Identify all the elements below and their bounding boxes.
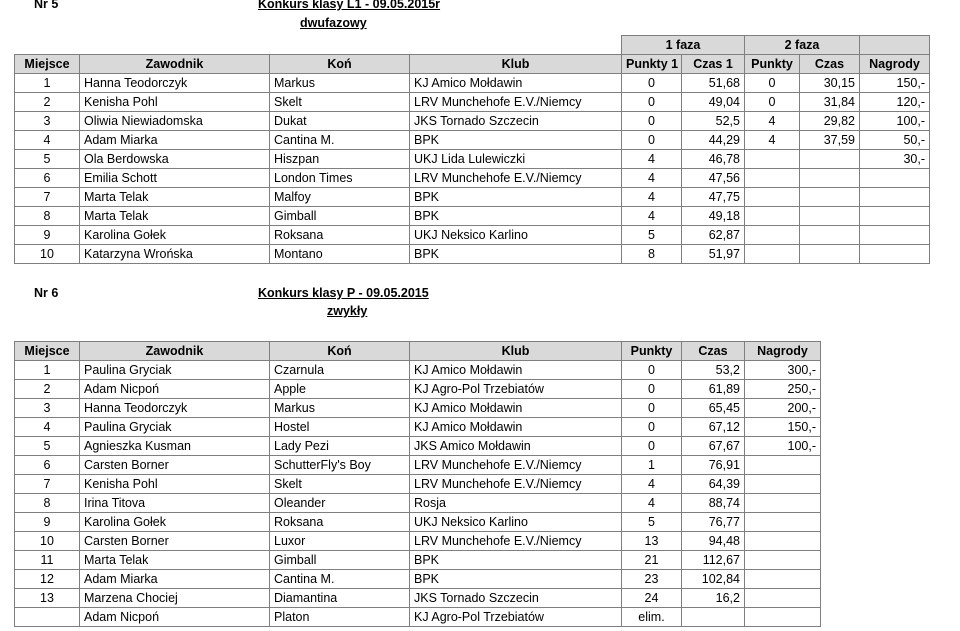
time-cell: 112,67 [682, 551, 745, 570]
table-row [15, 456, 821, 475]
table-row [15, 475, 821, 494]
place-cell: 5 [15, 437, 80, 456]
points1-cell: 4 [622, 150, 682, 169]
rider-cell: Emilia Schott [80, 169, 270, 188]
section1-number: Nr 5 [34, 0, 59, 11]
prize-cell [745, 456, 821, 475]
points2-cell [745, 245, 800, 264]
phase1-label: 1 faza [622, 36, 745, 55]
col-header: Punkty 1 [622, 55, 682, 74]
club-cell: BPK [410, 245, 622, 264]
points-cell: 0 [622, 399, 682, 418]
horse-cell: Markus [270, 399, 410, 418]
points-cell: 24 [622, 589, 682, 608]
table-row [15, 361, 821, 380]
place-cell: 3 [15, 399, 80, 418]
prize-cell [745, 494, 821, 513]
prize-cell [860, 226, 930, 245]
rider-cell: Hanna Teodorczyk [80, 399, 270, 418]
horse-cell: Skelt [270, 475, 410, 494]
table-row [15, 380, 821, 399]
time-cell: 94,48 [682, 532, 745, 551]
horse-cell: Dukat [270, 112, 410, 131]
points2-cell: 0 [745, 93, 800, 112]
place-cell [15, 608, 80, 627]
time2-cell [800, 188, 860, 207]
table-row [15, 551, 821, 570]
place-cell: 8 [15, 207, 80, 226]
club-cell: KJ Amico Mołdawin [410, 361, 622, 380]
place-cell: 7 [15, 475, 80, 494]
horse-cell: Platon [270, 608, 410, 627]
horse-cell: Montano [270, 245, 410, 264]
col-header: Nagrody [860, 55, 930, 74]
table-row [15, 169, 930, 188]
horse-cell: Lady Pezi [270, 437, 410, 456]
place-cell: 6 [15, 169, 80, 188]
points1-cell: 4 [622, 207, 682, 226]
results-table-l1 [14, 35, 930, 264]
rider-cell: Ola Berdowska [80, 150, 270, 169]
points-cell: 5 [622, 513, 682, 532]
prize-cell [860, 169, 930, 188]
time1-cell: 47,75 [682, 188, 745, 207]
points1-cell: 8 [622, 245, 682, 264]
rider-cell: Adam Miarka [80, 570, 270, 589]
col-header: Koń [270, 55, 410, 74]
table-row [15, 207, 930, 226]
club-cell: UKJ Neksico Karlino [410, 226, 622, 245]
rider-cell: Kenisha Pohl [80, 93, 270, 112]
col-header: Czas 1 [682, 55, 745, 74]
club-cell: KJ Amico Mołdawin [410, 418, 622, 437]
table-row [15, 131, 930, 150]
rider-cell: Karolina Gołek [80, 226, 270, 245]
points2-cell: 4 [745, 112, 800, 131]
col-header: Punkty [745, 55, 800, 74]
horse-cell: Oleander [270, 494, 410, 513]
table-header-row [15, 55, 930, 74]
place-cell: 11 [15, 551, 80, 570]
place-cell: 10 [15, 532, 80, 551]
time2-cell [800, 245, 860, 264]
horse-cell: Apple [270, 380, 410, 399]
horse-cell: Cantina M. [270, 131, 410, 150]
points2-cell: 4 [745, 131, 800, 150]
col-header: Miejsce [15, 342, 80, 361]
points-cell: 23 [622, 570, 682, 589]
prize-cell [860, 207, 930, 226]
points-cell: 4 [622, 475, 682, 494]
club-cell: UKJ Neksico Karlino [410, 513, 622, 532]
place-cell: 6 [15, 456, 80, 475]
club-cell: JKS Amico Mołdawin [410, 437, 622, 456]
rider-cell: Marzena Chociej [80, 589, 270, 608]
col-header: Nagrody [745, 342, 821, 361]
phase2-label: 2 faza [745, 36, 860, 55]
points-cell: elim. [622, 608, 682, 627]
points2-cell: 0 [745, 74, 800, 93]
prize-cell: 120,- [860, 93, 930, 112]
horse-cell: Roksana [270, 513, 410, 532]
time2-cell: 30,15 [800, 74, 860, 93]
time1-cell: 49,04 [682, 93, 745, 112]
time-cell: 16,2 [682, 589, 745, 608]
section2-subtitle: zwykły [327, 304, 368, 318]
club-cell: BPK [410, 207, 622, 226]
horse-cell: Cantina M. [270, 570, 410, 589]
club-cell: JKS Tornado Szczecin [410, 589, 622, 608]
points-cell: 0 [622, 361, 682, 380]
place-cell: 13 [15, 589, 80, 608]
prize-cell: 150,- [745, 418, 821, 437]
rider-cell: Oliwia Niewiadomska [80, 112, 270, 131]
time1-cell: 52,5 [682, 112, 745, 131]
time1-cell: 44,29 [682, 131, 745, 150]
time-cell: 65,45 [682, 399, 745, 418]
time1-cell: 51,97 [682, 245, 745, 264]
horse-cell: Czarnula [270, 361, 410, 380]
club-cell: JKS Tornado Szczecin [410, 112, 622, 131]
time1-cell: 47,56 [682, 169, 745, 188]
table-row [15, 589, 821, 608]
col-header: Czas [800, 55, 860, 74]
club-cell: UKJ Lida Lulewiczki [410, 150, 622, 169]
table-row [15, 150, 930, 169]
points-cell: 1 [622, 456, 682, 475]
horse-cell: Markus [270, 74, 410, 93]
horse-cell: Skelt [270, 93, 410, 112]
prize-cell: 300,- [745, 361, 821, 380]
points-cell: 0 [622, 418, 682, 437]
points1-cell: 4 [622, 169, 682, 188]
col-header: Klub [410, 342, 622, 361]
points1-cell: 0 [622, 131, 682, 150]
time2-cell: 31,84 [800, 93, 860, 112]
horse-cell: Diamantina [270, 589, 410, 608]
section1-title: Konkurs klasy L1 - 09.05.2015r [258, 0, 441, 11]
time-cell: 88,74 [682, 494, 745, 513]
club-cell: LRV Munchehofe E.V./Niemcy [410, 475, 622, 494]
horse-cell: Gimball [270, 207, 410, 226]
table-header-row [15, 342, 821, 361]
table-row [15, 93, 930, 112]
points1-cell: 4 [622, 188, 682, 207]
time-cell: 102,84 [682, 570, 745, 589]
horse-cell: Hostel [270, 418, 410, 437]
table-row [15, 74, 930, 93]
time2-cell [800, 226, 860, 245]
points-cell: 13 [622, 532, 682, 551]
points-cell: 0 [622, 437, 682, 456]
place-cell: 3 [15, 112, 80, 131]
time-cell: 67,67 [682, 437, 745, 456]
horse-cell: Malfoy [270, 188, 410, 207]
place-cell: 4 [15, 131, 80, 150]
place-cell: 2 [15, 93, 80, 112]
table-row [15, 437, 821, 456]
place-cell: 1 [15, 361, 80, 380]
place-cell: 1 [15, 74, 80, 93]
club-cell: BPK [410, 570, 622, 589]
section1-subtitle: dwufazowy [300, 16, 367, 30]
prize-cell: 200,- [745, 399, 821, 418]
points1-cell: 0 [622, 112, 682, 131]
rider-cell: Hanna Teodorczyk [80, 74, 270, 93]
club-cell: KJ Agro-Pol Trzebiatów [410, 608, 622, 627]
table-row [15, 570, 821, 589]
table-row [15, 112, 930, 131]
rider-cell: Irina Titova [80, 494, 270, 513]
table-row [15, 418, 821, 437]
col-header: Czas [682, 342, 745, 361]
rider-cell: Paulina Gryciak [80, 361, 270, 380]
horse-cell: London Times [270, 169, 410, 188]
club-cell: LRV Munchehofe E.V./Niemcy [410, 532, 622, 551]
points1-cell: 0 [622, 93, 682, 112]
club-cell: BPK [410, 131, 622, 150]
rider-cell: Marta Telak [80, 188, 270, 207]
table-row [15, 399, 821, 418]
table-row [15, 513, 821, 532]
col-header: Punkty [622, 342, 682, 361]
horse-cell: Hiszpan [270, 150, 410, 169]
horse-cell: Luxor [270, 532, 410, 551]
place-cell: 12 [15, 570, 80, 589]
place-cell: 9 [15, 513, 80, 532]
prize-cell: 50,- [860, 131, 930, 150]
prize-cell: 100,- [745, 437, 821, 456]
horse-cell: Roksana [270, 226, 410, 245]
rider-cell: Marta Telak [80, 551, 270, 570]
club-cell: KJ Agro-Pol Trzebiatów [410, 380, 622, 399]
table-row [15, 245, 930, 264]
prize-cell: 100,- [860, 112, 930, 131]
place-cell: 9 [15, 226, 80, 245]
points-cell: 21 [622, 551, 682, 570]
club-cell: LRV Munchehofe E.V./Niemcy [410, 93, 622, 112]
place-cell: 10 [15, 245, 80, 264]
rider-cell: Paulina Gryciak [80, 418, 270, 437]
rider-cell: Carsten Borner [80, 532, 270, 551]
rider-cell: Adam Nicpoń [80, 380, 270, 399]
rider-cell: Adam Nicpoń [80, 608, 270, 627]
points-cell: 0 [622, 380, 682, 399]
time-cell [682, 608, 745, 627]
points-cell: 4 [622, 494, 682, 513]
prize-cell: 30,- [860, 150, 930, 169]
time-cell: 76,91 [682, 456, 745, 475]
rider-cell: Karolina Gołek [80, 513, 270, 532]
place-cell: 7 [15, 188, 80, 207]
prize-cell [745, 551, 821, 570]
table-row [15, 608, 821, 627]
horse-cell: Gimball [270, 551, 410, 570]
rider-cell: Agnieszka Kusman [80, 437, 270, 456]
points1-cell: 0 [622, 74, 682, 93]
time-cell: 76,77 [682, 513, 745, 532]
rider-cell: Marta Telak [80, 207, 270, 226]
col-header: Klub [410, 55, 622, 74]
time2-cell: 37,59 [800, 131, 860, 150]
points2-cell [745, 169, 800, 188]
time2-cell [800, 207, 860, 226]
table-row [15, 226, 930, 245]
points2-cell [745, 150, 800, 169]
time1-cell: 51,68 [682, 74, 745, 93]
club-cell: LRV Munchehofe E.V./Niemcy [410, 169, 622, 188]
club-cell: LRV Munchehofe E.V./Niemcy [410, 456, 622, 475]
club-cell: Rosja [410, 494, 622, 513]
col-header: Koń [270, 342, 410, 361]
prize-cell [745, 532, 821, 551]
prize-cell [745, 608, 821, 627]
table-row [15, 532, 821, 551]
prize-cell [745, 589, 821, 608]
prize-cell: 250,- [745, 380, 821, 399]
time2-cell [800, 150, 860, 169]
time-cell: 53,2 [682, 361, 745, 380]
section2-title: Konkurs klasy P - 09.05.2015 [258, 286, 429, 300]
time-cell: 61,89 [682, 380, 745, 399]
place-cell: 4 [15, 418, 80, 437]
section2-number: Nr 6 [34, 286, 59, 300]
points1-cell: 5 [622, 226, 682, 245]
prize-cell [745, 513, 821, 532]
points2-cell [745, 226, 800, 245]
points2-cell [745, 188, 800, 207]
points2-cell [745, 207, 800, 226]
time2-cell: 29,82 [800, 112, 860, 131]
time-cell: 67,12 [682, 418, 745, 437]
club-cell: BPK [410, 188, 622, 207]
table-row [15, 188, 930, 207]
col-header: Miejsce [15, 55, 80, 74]
col-header: Zawodnik [80, 55, 270, 74]
prize-cell [745, 475, 821, 494]
place-cell: 8 [15, 494, 80, 513]
time1-cell: 46,78 [682, 150, 745, 169]
club-cell: KJ Amico Mołdawin [410, 399, 622, 418]
results-table-p [14, 341, 821, 627]
time-cell: 64,39 [682, 475, 745, 494]
place-cell: 2 [15, 380, 80, 399]
prize-cell [860, 188, 930, 207]
club-cell: KJ Amico Mołdawin [410, 74, 622, 93]
time1-cell: 49,18 [682, 207, 745, 226]
time2-cell [800, 169, 860, 188]
rider-cell: Katarzyna Wrońska [80, 245, 270, 264]
col-header: Zawodnik [80, 342, 270, 361]
rider-cell: Kenisha Pohl [80, 475, 270, 494]
club-cell: BPK [410, 551, 622, 570]
prize-cell: 150,- [860, 74, 930, 93]
horse-cell: SchutterFly's Boy [270, 456, 410, 475]
place-cell: 5 [15, 150, 80, 169]
time1-cell: 62,87 [682, 226, 745, 245]
prize-cell [745, 570, 821, 589]
table-row [15, 494, 821, 513]
phase-header-row [15, 36, 930, 55]
rider-cell: Adam Miarka [80, 131, 270, 150]
prize-cell [860, 245, 930, 264]
rider-cell: Carsten Borner [80, 456, 270, 475]
